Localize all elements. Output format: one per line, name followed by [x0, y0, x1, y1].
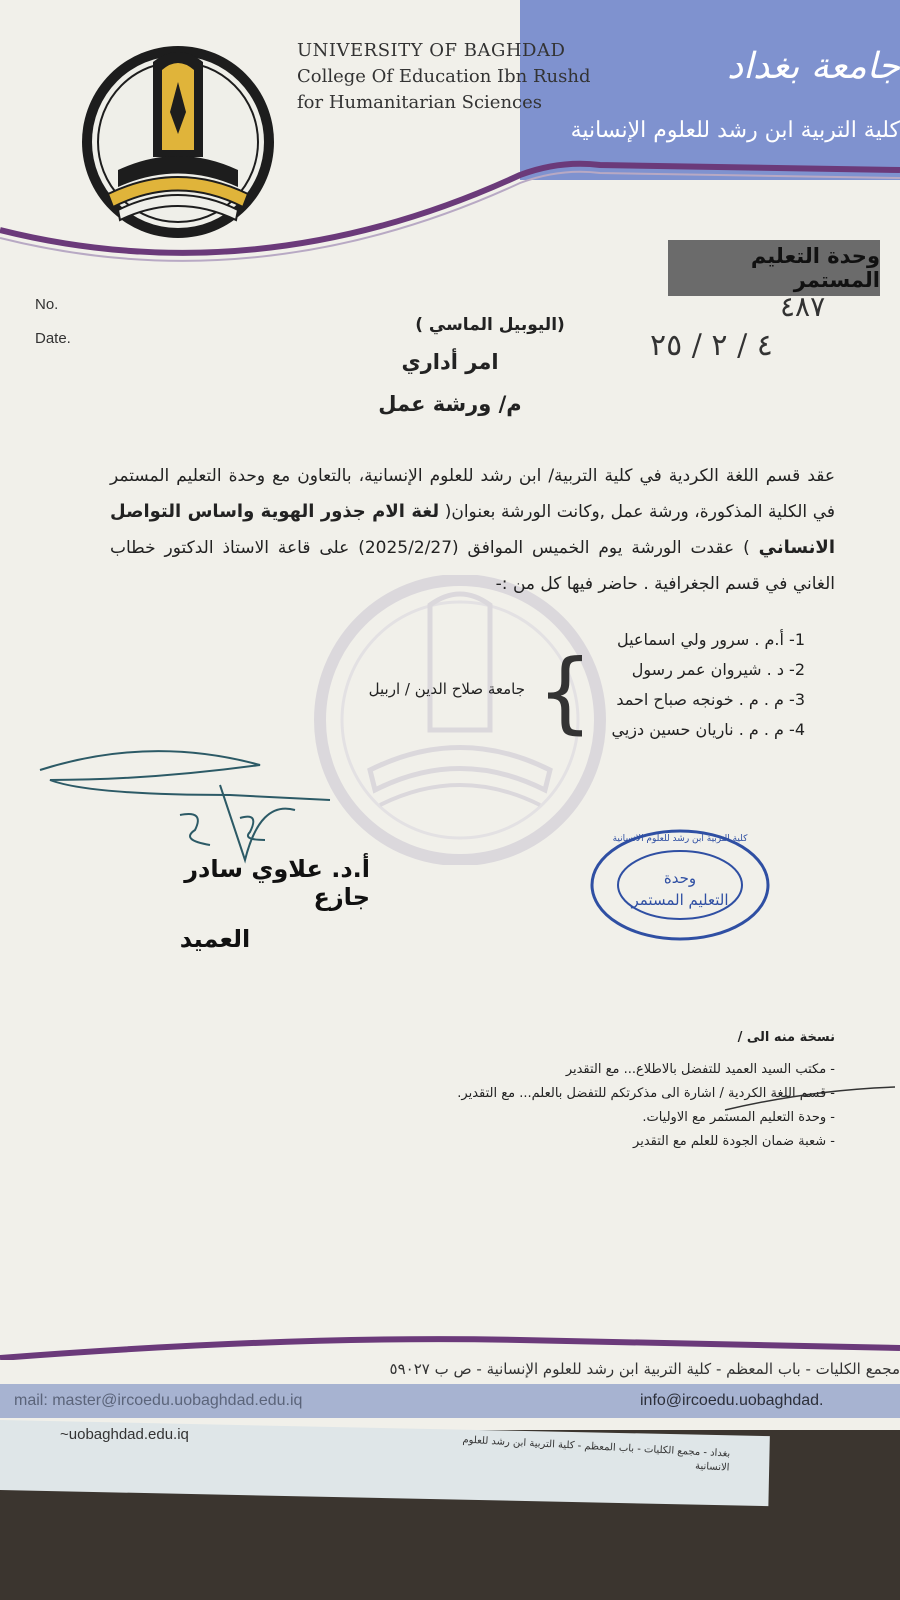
list-item: - قسم اللغة الكردية / اشارة الى مذكرتكم للتفضل بالعلم... مع التقدير. — [457, 1086, 835, 1101]
dean-name: أ.د. علاوي سادر جازع — [184, 855, 370, 911]
list-item: - مكتب السيد العميد للتفضل بالاطلاع... مع التقدير — [565, 1062, 835, 1077]
university-name-ar-calligraphy: جامعة بغداد — [727, 46, 900, 87]
list-item: 1- أ.م . سرور ولي اسماعيل — [616, 630, 805, 649]
stamp-line2: التعليم المستمر — [631, 891, 729, 909]
body-text-part2: ) عقدت الورشة يوم الخميس الموافق (2025/2/27) على قاعة الاستاذ الدكتور خطاب الغاني في قسم الجغرافية . حاضر فيها كل من :- — [110, 538, 835, 594]
college-name-en-line2: for Humanitarian Sciences — [297, 92, 543, 113]
document-date-handwritten: ٤ / ٢ / ٢٥ — [650, 328, 773, 363]
grouping-brace: { — [537, 640, 593, 743]
list-item: - وحدة التعليم المستمر مع الاوليات. — [642, 1110, 835, 1125]
dean-title: العميد — [179, 925, 251, 953]
official-stamp-icon — [585, 825, 775, 945]
list-item: - شعبة ضمان الجودة للعلم مع التقدير — [633, 1134, 835, 1149]
college-name-en-line1: College Of Education Ibn Rushd — [297, 66, 591, 87]
document-number-handwritten: ٤٨٧ — [780, 290, 826, 323]
pen-stroke — [720, 1085, 900, 1115]
list-item: 4- م . م . ناريان حسين دزيي — [611, 720, 805, 739]
underlying-website: ~uobaghdad.edu.iq — [60, 1426, 189, 1443]
footer-address: مجمع الكليات - باب المعظم - كلية التربية ابن رشد للعلوم الإنسانية - ص ب ٥٩٠٢٧ — [389, 1360, 900, 1378]
order-body-paragraph — [110, 458, 835, 602]
university-name-en: UNIVERSITY OF BAGHDAD — [297, 40, 566, 61]
lecturer-list — [565, 625, 805, 745]
stamp-line1: وحدة — [663, 869, 697, 887]
number-label: No. — [35, 296, 59, 313]
footer-email-right: info@ircoedu.uobaghdad. — [640, 1392, 824, 1409]
stamp-ring-text: كلية التربية ابن رشد للعلوم الانسانية — [612, 834, 748, 844]
university-seal-icon — [78, 42, 278, 242]
continuing-education-unit-box: وحدة التعليم المستمر — [668, 240, 880, 296]
lecturer-affiliation: جامعة صلاح الدين / اربيل — [368, 680, 525, 698]
footer-email-left: mail: master@ircoedu.uobaghdad.edu.iq — [14, 1392, 303, 1409]
footer-divider — [0, 1330, 900, 1360]
workshop-title: لغة الام جذور الهوية واساس التواصل الانساني — [110, 501, 835, 558]
date-label: Date. — [35, 330, 71, 347]
body-text-part1: عقد قسم اللغة الكردية في كلية التربية/ ابن رشد للعلوم الإنسانية، بالتعاون مع وحدة التعليم المستمر في الكلية المذكورة، ورشة عمل ,وكانت الورشة بعنوان( — [110, 466, 835, 522]
jubilee-title: (اليوبيل الماسي ) — [415, 315, 565, 335]
list-item: 3- م . م . خونجه صباح احمد — [616, 690, 805, 709]
administrative-order-title: امر أداري — [401, 350, 499, 374]
college-name-ar: كلية التربية ابن رشد للعلوم الإنسانية — [570, 118, 900, 143]
subject-line: م/ ورشة عمل — [378, 392, 522, 416]
underlying-address: بغداد - مجمع الكليات - باب المعظم - كلية التربية ابن رشد للعلوم الانسانية — [462, 1434, 731, 1474]
list-item: 2- د . شيروان عمر رسول — [631, 660, 805, 679]
copies-heading: نسخة منه الى / — [737, 1030, 835, 1045]
